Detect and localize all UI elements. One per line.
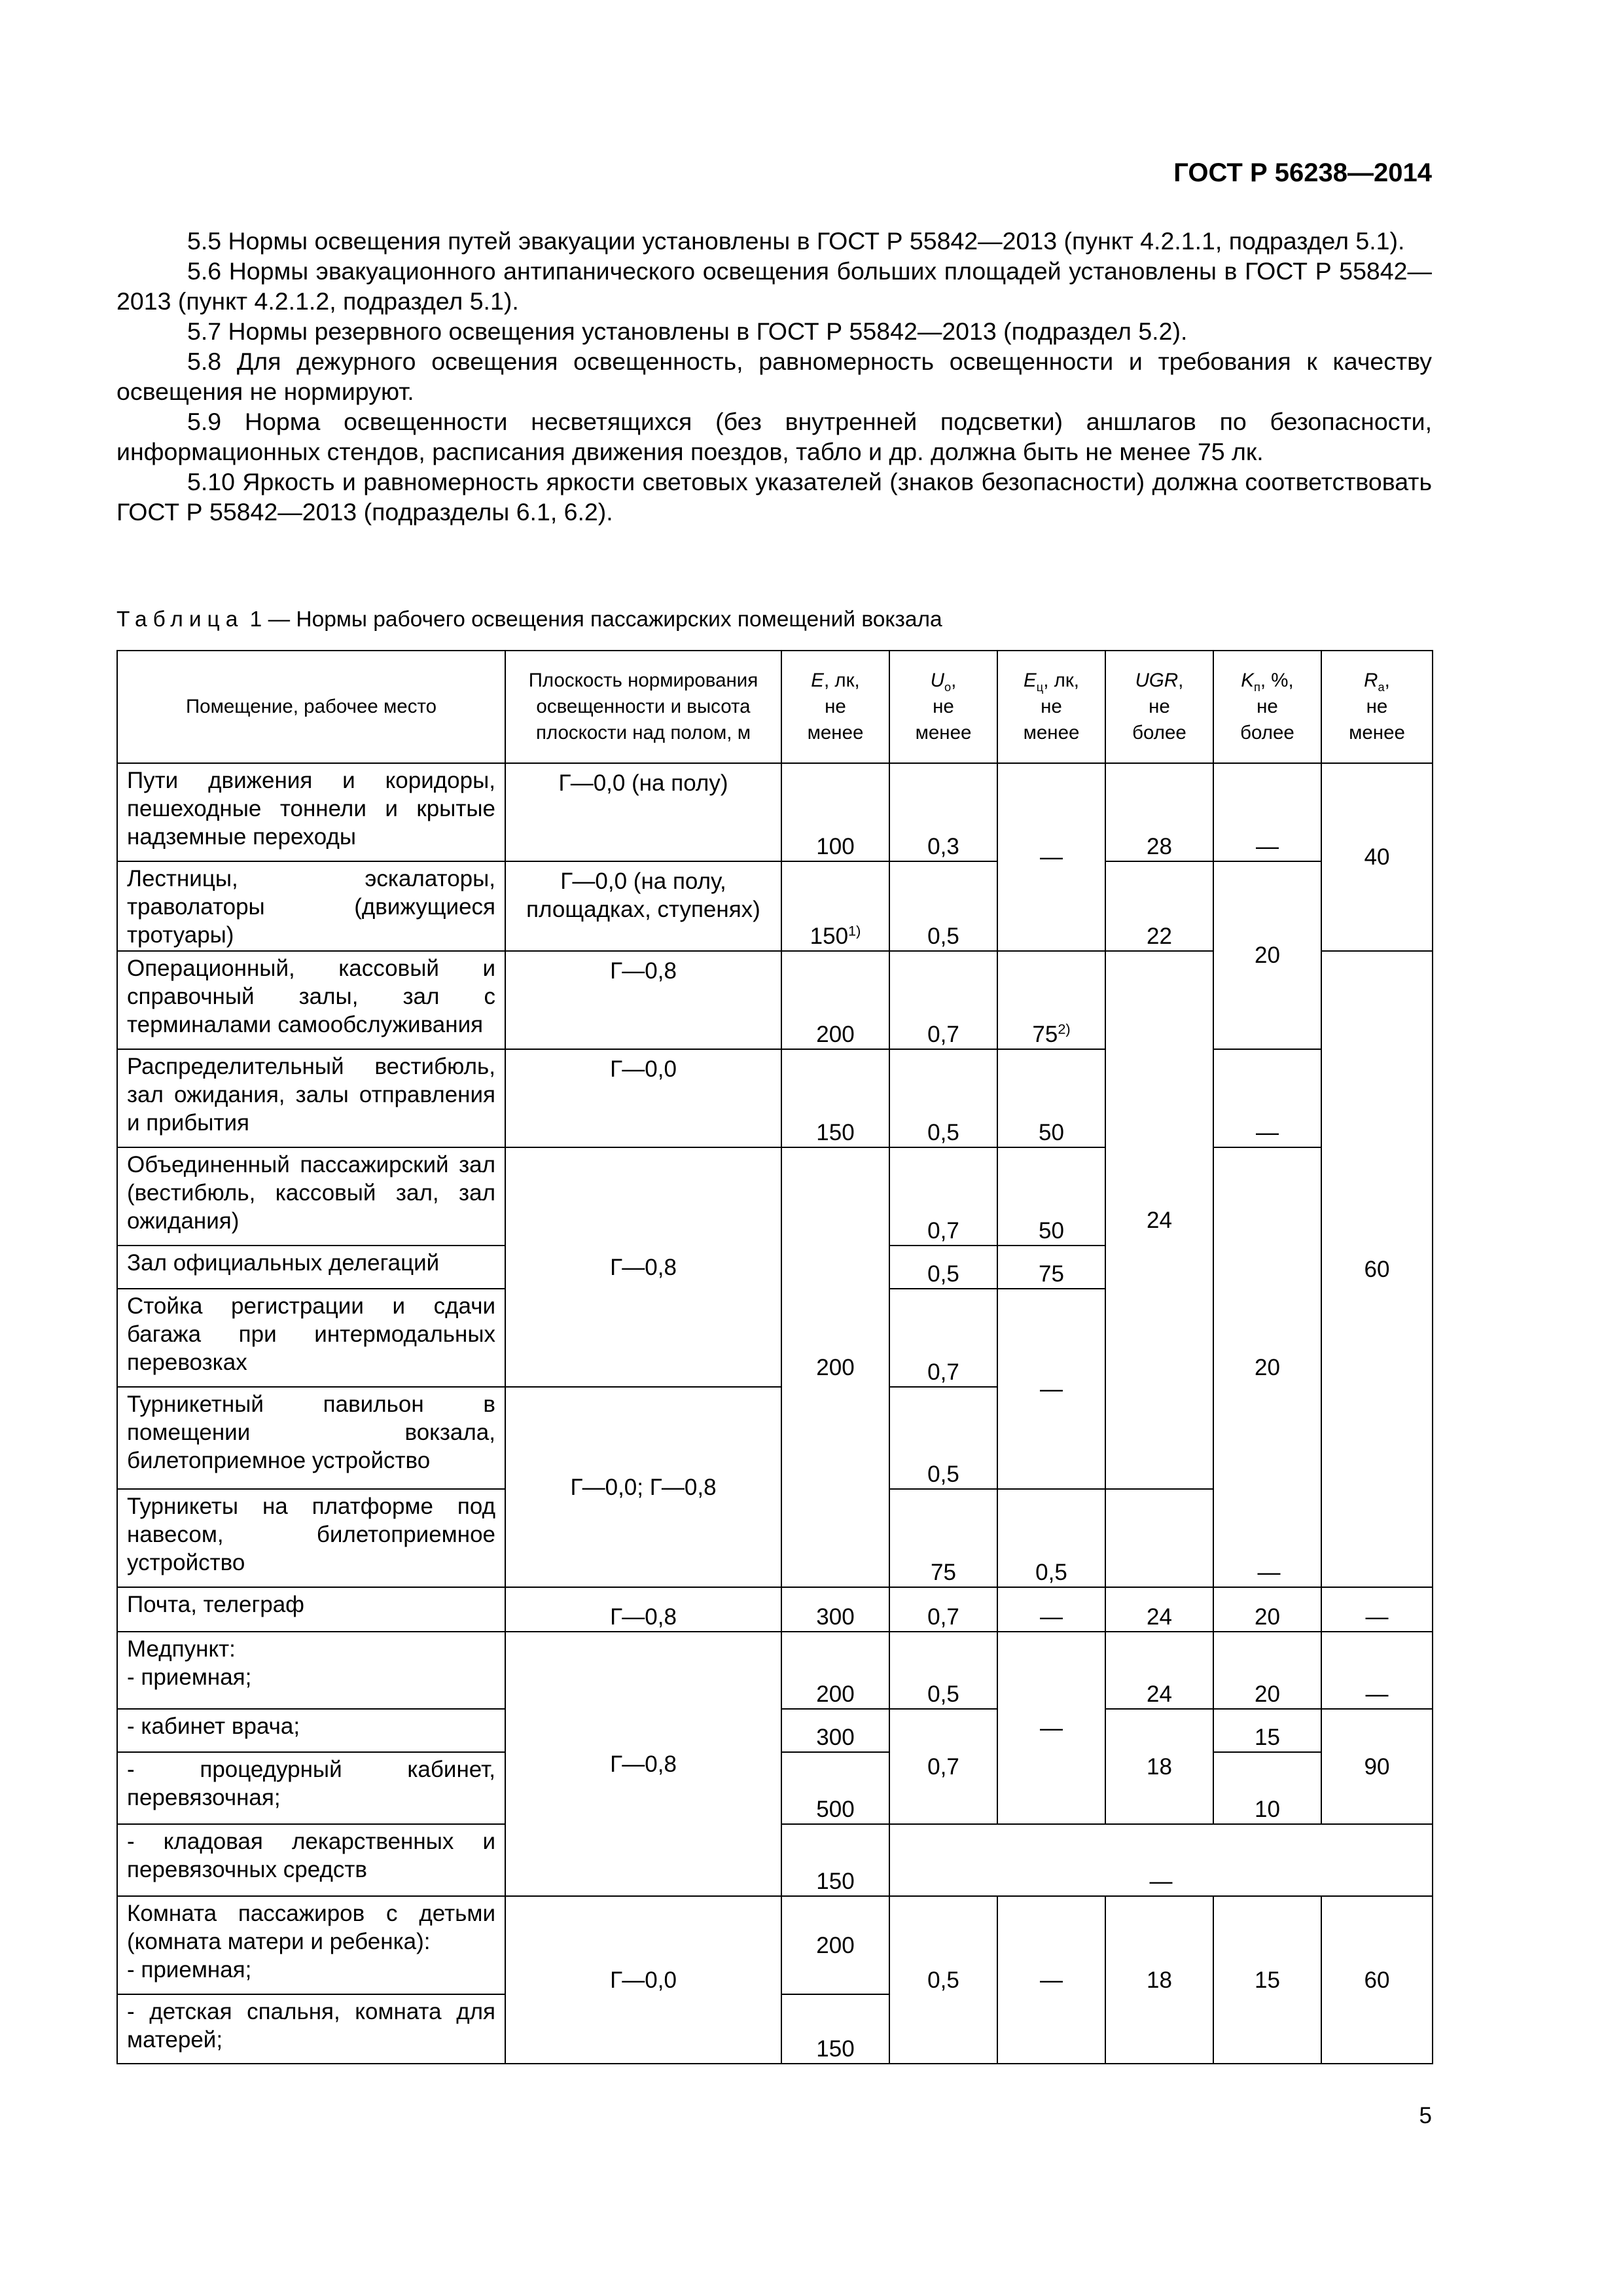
cyl-illuminance-cell: 75$^{2)}$ xyxy=(997,951,1105,1049)
room-cell: Распределительный вестибюль, зал ожидания, залы отправления и прибытия xyxy=(117,1049,505,1147)
room-cell: Зал официальных делегаций xyxy=(117,1246,505,1289)
header-ra: $R_а$, не менее xyxy=(1321,651,1433,763)
table-header-row xyxy=(117,651,1433,763)
color-rendering-cell: 90 xyxy=(1321,1709,1433,1824)
paragraph-5-7: 5.7 Нормы резервного освещения установлены в ГОСТ Р 55842—2013 (подраздел 5.2). xyxy=(187,317,1188,345)
room-cell: Объединенный пассажирский зал (вестибюль, кассовый зал, зал ожидания) xyxy=(117,1147,505,1246)
plane-cell: Г—0,0 (на полу) xyxy=(505,763,781,861)
room-cell: - процедурный кабинет, перевязочная; xyxy=(117,1752,505,1824)
plane-cell: Г—0,0 xyxy=(505,1049,781,1147)
plane-cell: Г—0,8 xyxy=(505,951,781,1049)
header-ugr: UGR, не более xyxy=(1105,651,1213,763)
ripple-cell: 20 xyxy=(1213,1147,1321,1587)
caption-text: — Нормы рабочего освещения пассажирских помещений вокзала xyxy=(262,607,942,632)
uniformity-cell: 0,5 xyxy=(889,861,997,951)
plane-cell: Г—0,8 xyxy=(505,1587,781,1632)
paragraph-5-6: 5.6 Нормы эвакуационного антипанического освещения больших площадей установлены в ГОСТ Р 55842—2013 (пункт 4.2.1.2, подраздел 5.1). xyxy=(116,257,1432,315)
ripple-cell: 20 xyxy=(1213,1587,1321,1632)
illuminance-cell: 200 xyxy=(781,1147,889,1587)
header-e: E, лк, не менее xyxy=(781,651,889,763)
room-cell: - кладовая лекарственных и перевязочных средств xyxy=(117,1824,505,1896)
ripple-cell: 15 xyxy=(1213,1896,1321,2064)
color-rendering-cell: 40 xyxy=(1321,763,1433,951)
document-code: ГОСТ Р 56238—2014 xyxy=(1173,158,1432,187)
cyl-illuminance-cell: 50 xyxy=(997,1147,1105,1246)
plane-cell: Г—0,8 xyxy=(505,1632,781,1896)
ripple-cell: — xyxy=(1213,1049,1321,1147)
ugr-cell: 22 xyxy=(1105,861,1213,951)
plane-cell: Г—0,0; Г—0,8 xyxy=(505,1387,781,1587)
body-text xyxy=(116,226,1432,527)
table-row xyxy=(117,861,1433,951)
uniformity-cell: 0,5 xyxy=(889,1387,997,1489)
room-cell: - детская спальня, комната для матерей; xyxy=(117,1994,505,2064)
room-cell: Операционный, кассовый и справочный залы, зал с терминалами самообслуживания xyxy=(117,951,505,1049)
color-rendering-cell: — xyxy=(1321,1632,1433,1709)
ugr-cell: 24 xyxy=(1105,1587,1213,1632)
ripple-cell: 10 xyxy=(1213,1752,1321,1824)
plane-cell: Г—0,8 xyxy=(505,1147,781,1387)
uniformity-cell: 0,5 xyxy=(889,1896,997,2064)
illuminance-cell: 300 xyxy=(781,1587,889,1632)
illuminance-cell: 100 xyxy=(781,763,889,861)
caption-number: 1 xyxy=(249,607,262,632)
group-title: Медпункт: xyxy=(127,1636,236,1662)
uniformity-cell: 0,3 xyxy=(889,763,997,861)
illuminance-cell: 150 xyxy=(781,1049,889,1147)
ripple-cell: — xyxy=(1213,763,1321,861)
ripple-cell: 15 xyxy=(1213,1709,1321,1752)
cyl-illuminance-cell: — xyxy=(997,1587,1105,1632)
cyl-illuminance-cell: 75 xyxy=(997,1246,1105,1289)
uniformity-cell: 0,5 xyxy=(889,1246,997,1289)
header-plane: Плоскость нормирования освещенности и высота плоскости над полом, м xyxy=(505,651,781,763)
header-ec: $E_ц$, лк, не менее xyxy=(997,651,1105,763)
room-cell: Стойка регистрации и сдачи багажа при интермодальных перевозках xyxy=(117,1289,505,1387)
cyl-illuminance-cell: — xyxy=(997,1632,1105,1824)
table-row xyxy=(117,1587,1433,1632)
room-cell: - кабинет врача; xyxy=(117,1709,505,1752)
illuminance-cell: 300 xyxy=(781,1709,889,1752)
illuminance-cell: 500 xyxy=(781,1752,889,1824)
illuminance-cell: 150$^{1)}$ xyxy=(781,861,889,951)
table-row xyxy=(117,1896,1433,1994)
uniformity-cell: 0,5 xyxy=(889,1049,997,1147)
uniformity-cell: 0,7 xyxy=(889,1709,997,1824)
uniformity-cell: 0,7 xyxy=(889,1587,997,1632)
footnote-ref: 1) xyxy=(848,922,861,939)
paragraph-5-9: 5.9 Норма освещенности несветящихся (без внутренней подсветки) аншлагов по безопасности, информационных стендов, расписания движения поездов, табло и др. должна быть не менее 75 лк. xyxy=(116,408,1432,465)
ripple-cell: 20 xyxy=(1213,1632,1321,1709)
merged-dash-cell: — xyxy=(889,1824,1433,1896)
illuminance-cell: 150 xyxy=(781,1824,889,1896)
header-uo: $U_о$, не менее xyxy=(889,651,997,763)
header-kp: $K_п$, %, не более xyxy=(1213,651,1321,763)
illuminance-cell: 200 xyxy=(781,1896,889,1994)
table-row xyxy=(117,1632,1433,1709)
uniformity-cell: 0,5 xyxy=(997,1489,1105,1587)
group-title: Комната пассажиров с детьми (комната матери и ребенка): xyxy=(127,1901,495,1954)
table-row xyxy=(117,763,1433,861)
ugr-cell: 18 xyxy=(1105,1896,1213,2064)
plane-cell: Г—0,0 xyxy=(505,1896,781,2064)
footnote-ref: 2) xyxy=(1058,1020,1071,1037)
ripple-cell: 20 xyxy=(1213,861,1321,1049)
cyl-illuminance-cell: 50 xyxy=(997,1049,1105,1147)
page-number: 5 xyxy=(1419,2103,1432,2128)
room-cell: Турникетный павильон в помещении вокзала, билетоприемное устройство xyxy=(117,1387,505,1489)
ugr-cell: 24 xyxy=(1105,951,1213,1489)
room-cell: Медпункт: - приемная; xyxy=(117,1632,505,1709)
illuminance-cell: 200 xyxy=(781,1632,889,1709)
color-rendering-cell: — xyxy=(1321,1587,1433,1632)
uniformity-cell: 0,7 xyxy=(889,1147,997,1246)
ugr-cell: 28 xyxy=(1105,763,1213,861)
cyl-illuminance-cell: — xyxy=(997,763,1105,951)
room-cell: Лестницы, эскалаторы, траволаторы (движущиеся тротуары) xyxy=(117,861,505,951)
ugr-cell: 24 xyxy=(1105,1632,1213,1709)
paragraph-5-8: 5.8 Для дежурного освещения освещенность, равномерность освещенности и требования к качеству освещения не нормируют. xyxy=(116,348,1432,405)
color-rendering-cell: 60 xyxy=(1321,951,1433,1587)
uniformity-cell: 0,7 xyxy=(889,951,997,1049)
cyl-illuminance-cell: — xyxy=(997,1896,1105,2064)
illuminance-cell: 150 xyxy=(781,1994,889,2064)
header-room: Помещение, рабочее место xyxy=(117,651,505,763)
uniformity-cell: 0,5 xyxy=(889,1632,997,1709)
plane-cell: Г—0,0 (на полу, площадках, ступенях) xyxy=(505,861,781,951)
lighting-norms-table xyxy=(116,650,1433,2064)
illuminance-cell: 200 xyxy=(781,951,889,1049)
table-row xyxy=(117,1049,1433,1147)
paragraph-5-10: 5.10 Яркость и равномерность яркости световых указателей (знаков безопасности) должна соответствовать ГОСТ Р 55842—2013 (подразделы 6.1, 6.2). xyxy=(116,468,1432,526)
caption-word: Таблица xyxy=(116,607,244,632)
cyl-illuminance-cell: — xyxy=(997,1289,1105,1489)
room-cell: Пути движения и коридоры, пешеходные тоннели и крытые надземные переходы xyxy=(117,763,505,861)
room-cell: Турникеты на платформе под навесом, билетоприемное устройство xyxy=(117,1489,505,1587)
table-row xyxy=(117,1147,1433,1246)
table-caption xyxy=(116,607,942,632)
room-cell: Почта, телеграф xyxy=(117,1587,505,1632)
merged-dash-cell: — xyxy=(1105,1489,1433,1587)
uniformity-cell: 0,7 xyxy=(889,1289,997,1387)
color-rendering-cell: 60 xyxy=(1321,1896,1433,2064)
ugr-cell: 18 xyxy=(1105,1709,1213,1824)
paragraph-5-5: 5.5 Нормы освещения путей эвакуации установлены в ГОСТ Р 55842—2013 (пункт 4.2.1.1, подраздел 5.1). xyxy=(187,227,1405,255)
room-cell: Комната пассажиров с детьми (комната матери и ребенка): - приемная; xyxy=(117,1896,505,1994)
illuminance-cell: 75 xyxy=(889,1489,997,1587)
